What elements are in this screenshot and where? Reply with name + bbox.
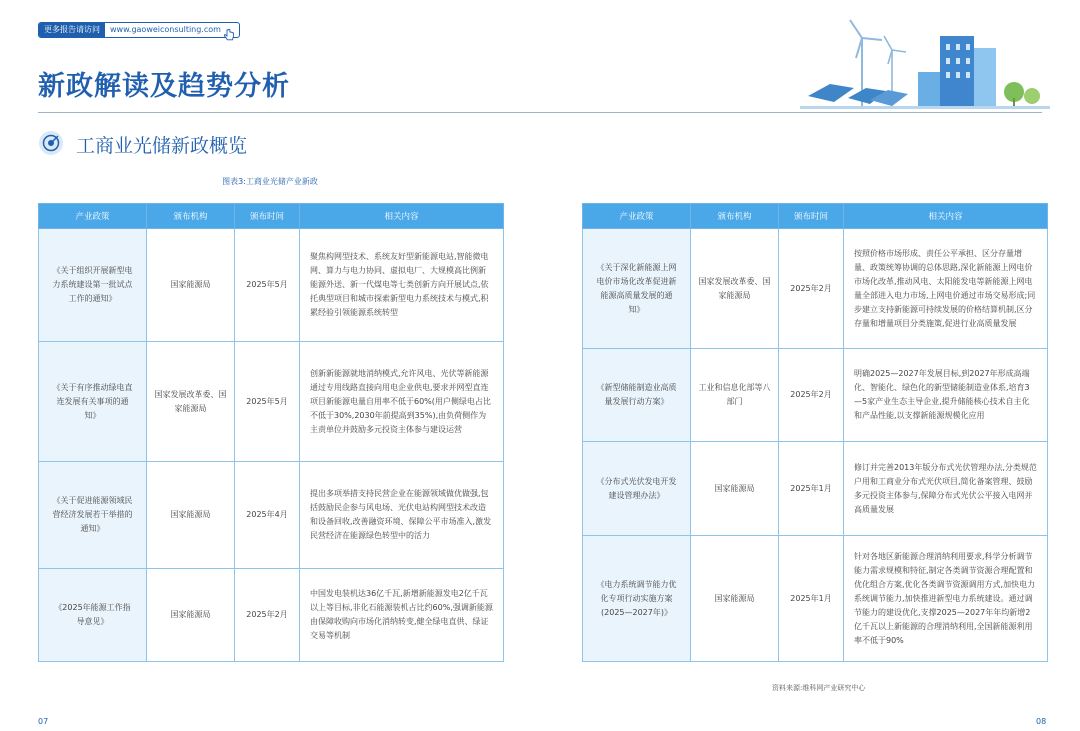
table-row	[583, 229, 1048, 349]
section-title: 工商业光储新政概览	[76, 135, 248, 157]
policy-cell: 《分布式光伏发电开发建设管理办法》	[583, 442, 691, 536]
solar-panel-icon	[808, 84, 908, 106]
policy-cell: 《2025年能源工作指导意见》	[39, 569, 147, 662]
table-row	[583, 442, 1048, 536]
column-header-policy: 产业政策	[583, 204, 691, 229]
agency-cell: 国家能源局	[147, 462, 235, 569]
date-cell: 2025年2月	[235, 569, 300, 662]
date-cell: 2025年5月	[235, 229, 300, 342]
policy-cell: 《新型储能制造业高质量发展行动方案》	[583, 349, 691, 442]
column-header-policy: 产业政策	[39, 204, 147, 229]
page-title: 新政解读及趋势分析	[38, 71, 290, 102]
content-cell: 创新新能源就地消纳模式,允许风电、光伏等新能源通过专用线路直接向用电企业供电,要求并网型直连项目新能源电量自用率不低于60%(用户侧绿电占比不低于30%,2030年前提高到35%),由负荷侧作为主责单位并鼓励多元投资主体参与建设运营	[300, 342, 504, 462]
date-cell: 2025年5月	[235, 342, 300, 462]
column-header-agency: 颁布机构	[147, 204, 235, 229]
target-icon	[38, 130, 64, 156]
banner-label: 更多报告请访问	[39, 23, 105, 37]
content-cell: 中国发电装机达36亿千瓦,新增新能源发电2亿千瓦以上等目标,非化石能源装机占比约60%,强调新能源由保障收购向市场化消纳转变,健全绿电直供、绿证交易等机制	[300, 569, 504, 662]
column-header-agency: 颁布机构	[691, 204, 779, 229]
column-header-content: 相关内容	[300, 204, 504, 229]
column-header-date: 颁布时间	[235, 204, 300, 229]
header-divider	[38, 112, 1042, 113]
city-energy-illustration	[800, 18, 1050, 114]
policy-cell: 《关于促进能源领域民营经济发展若干举措的通知》	[39, 462, 147, 569]
content-cell: 提出多项举措支持民营企业在能源领域做优做强,包括鼓励民企参与风电场、光伏电站构网型技术改造和设备回收,改善融资环境、保障公平市场准入,激发民营经济在能源绿色转型中的活力	[300, 462, 504, 569]
policy-cell: 《关于有序推动绿电直连发展有关事项的通知》	[39, 342, 147, 462]
banner-url-link[interactable]: www.gaoweiconsulting.com	[110, 25, 221, 34]
content-cell: 明确2025—2027年发展目标,到2027年形成高端化、智能化、绿色化的新型储能制造业体系,培育3—5家产业生态主导企业,提升储能核心技术自主化和产品性能,以支撑新能源规模化应用	[844, 349, 1048, 442]
agency-cell: 国家能源局	[691, 536, 779, 662]
policy-table-left	[38, 203, 504, 662]
table-row	[583, 349, 1048, 442]
table-row	[583, 536, 1048, 662]
agency-cell: 国家能源局	[691, 442, 779, 536]
content-cell: 针对各地区新能源合理消纳利用要求,科学分析调节能力需求规模和特征,制定各类调节资源合理配置和优化组合方案,优化各类调节资源调用方式,加快电力系统调节能力,加快推进新型电力系统建设。通过调节能力的建设优化,支撑2025—2027年年均新增2亿千瓦以上新能源的合理消纳利用,全国新能源利用率不低于90%	[844, 536, 1048, 662]
agency-cell: 国家发展改革委、国家能源局	[147, 342, 235, 462]
tree-icon	[1004, 82, 1040, 106]
date-cell: 2025年2月	[779, 349, 844, 442]
policy-table-right	[582, 203, 1048, 662]
source-note: 资料来源:维科网产业研究中心	[772, 684, 866, 692]
content-cell: 按照价格市场形成、责任公平承担、区分存量增量、政策统筹协调的总体思路,深化新能源上网电价市场化改革,推动风电、太阳能发电等新能源上网电量全部进入电力市场,上网电价通过市场交易形成;同步建立支持新能源可持续发展的价格结算机制,区分存量和增量项目分类施策,促进行业高质量发展	[844, 229, 1048, 349]
date-cell: 2025年4月	[235, 462, 300, 569]
page-number-left: 07	[38, 717, 49, 726]
table-row	[39, 462, 504, 569]
table-row	[39, 229, 504, 342]
date-cell: 2025年1月	[779, 442, 844, 536]
policy-cell: 《电力系统调节能力优化专项行动实施方案(2025—2027年)》	[583, 536, 691, 662]
agency-cell: 国家能源局	[147, 229, 235, 342]
hand-cursor-icon	[222, 28, 236, 42]
site-banner[interactable]	[38, 22, 240, 38]
date-cell: 2025年2月	[779, 229, 844, 349]
agency-cell: 国家发展改革委、国家能源局	[691, 229, 779, 349]
column-header-content: 相关内容	[844, 204, 1048, 229]
content-cell: 修订并完善2013年版分布式光伏管理办法,分类规范户用和工商业分布式光伏项目,简化备案管理、鼓励多元投资主体参与,保障分布式光伏公平接入电网并高质量发展	[844, 442, 1048, 536]
column-header-date: 颁布时间	[779, 204, 844, 229]
page-number-right: 08	[1036, 717, 1047, 726]
figure-caption: 图表3:工商业光储产业新政	[222, 177, 318, 186]
content-cell: 聚焦构网型技术、系统友好型新能源电站,智能微电网、算力与电力协同、虚拟电厂、大规模高比例新能源外送、新一代煤电等七类创新方向开展试点,依托典型项目和城市探索新型电力系统技术与模式,积累经验引领能源系统转型	[300, 229, 504, 342]
table-row	[39, 569, 504, 662]
policy-cell: 《关于深化新能源上网电价市场化改革促进新能源高质量发展的通知》	[583, 229, 691, 349]
policy-cell: 《关于组织开展新型电力系统建设第一批试点工作的通知》	[39, 229, 147, 342]
date-cell: 2025年1月	[779, 536, 844, 662]
table-row	[39, 342, 504, 462]
building-icon	[918, 36, 996, 106]
agency-cell: 工业和信息化部等八部门	[691, 349, 779, 442]
agency-cell: 国家能源局	[147, 569, 235, 662]
